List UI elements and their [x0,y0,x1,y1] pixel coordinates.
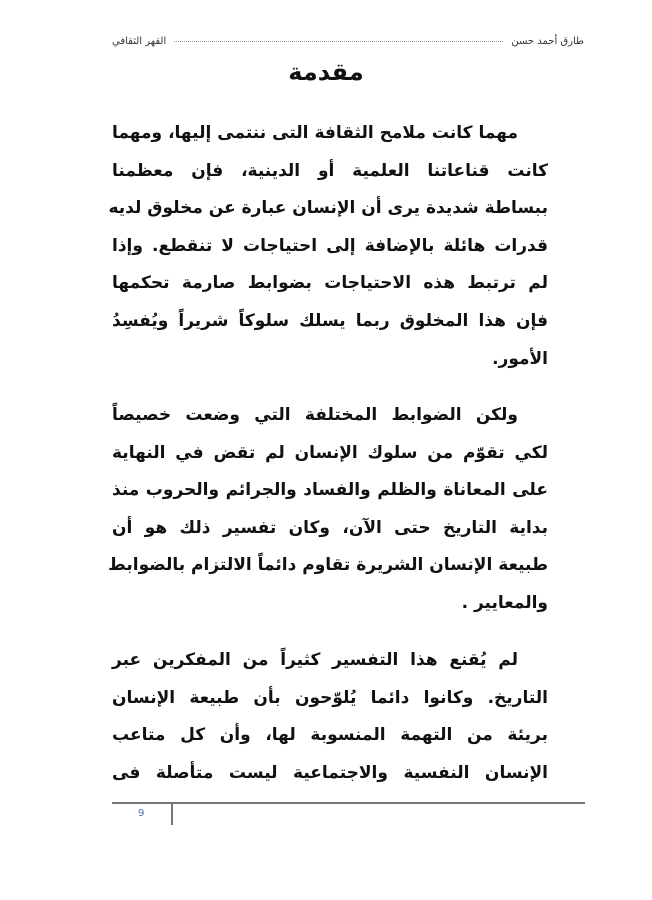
paragraph-1-line: الأمور. [492,348,548,369]
header-dotted-leader [174,41,503,42]
paragraph-1-line: قدرات هائلة بالإضافة إلى احتياجات لا تنقطع. وإذا [112,235,548,256]
footer-rule [112,802,585,804]
paragraph-3-line: الإنسان النفسية والاجتماعية ليست متأصلة فى [112,762,548,783]
header-author: طارق أحمد حسن [511,35,584,47]
paragraph-3-line: التاريخ. وكانوا دائما يُلوّحون بأن طبيعة الإنسان [112,687,548,708]
paragraph-3-line: بريئة من التهمة المنسوبة لها، وأن كل متاعب [112,725,548,746]
header-book-title: القهر الثقافي [112,35,167,47]
paragraph-2-line: والمعايير . [461,593,548,613]
footer-divider [171,803,173,825]
paragraph-1-line: كانت قناعاتنا العلمية أو الدينية، فإن معظمنا [112,160,548,181]
paragraph-2-line: على المعاناة والظلم والفساد والجرائم والحروب منذ [112,480,548,501]
paragraph-1-line: ببساطة شديدة يرى أن الإنسان عبارة عن مخلوق لديه [108,198,548,219]
paragraph-2-line: ولكن الضوابط المختلفة التي وضعت خصيصاً [112,405,518,425]
paragraph-2-line: بداية التاريخ حتى الآن، وكان تفسير ذلك هو أن [112,517,548,538]
paragraph-1-line: لم ترتبط هذه الاحتياجات بضوابط صارمة تحكمها [112,273,548,294]
paragraph-2-line: طبيعة الإنسان الشريرة تقاوم دائماً الالتزام بالضوابط [108,555,548,576]
page-title: مقدمة [288,58,364,86]
paragraph-1-line: فإن هذا المخلوق ربما يسلك سلوكاً شريراً ويُفسِدُ [112,311,548,331]
paragraph-1-line: مهما كانت ملامح الثقافة التى ننتمى إليها، ومهما [112,123,518,143]
paragraph-3-line: لم يُقنع هذا التفسير كثيراً من المفكرين عبر [112,650,518,670]
running-header [112,33,584,49]
paragraph-2-line: لكي تقوّم من سلوك الإنسان لم تقض في النهاية [112,442,548,463]
page-number: 9 [138,808,145,819]
